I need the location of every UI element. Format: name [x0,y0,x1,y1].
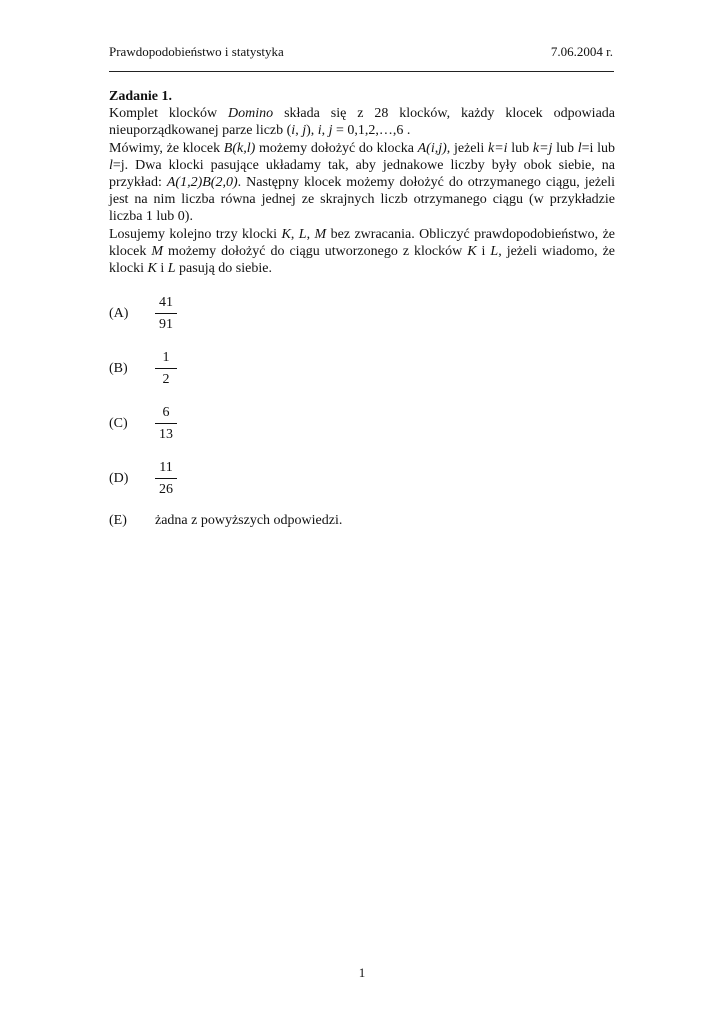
header-subject: Prawdopodobieństwo i statystyka [109,44,284,59]
answer-letter: (E) [109,513,127,528]
fraction-numerator: 6 [162,405,170,420]
answer-fraction [155,460,177,498]
fraction-denominator: 26 [159,482,173,497]
fraction-bar [155,478,177,479]
task-title: Zadanie 1. [109,89,173,104]
task-paragraph-1: Komplet klocków Domino składa się z 28 klocków, każdy klocek odpowiada nieuporządkowanej parze liczb (i, j), i, j = 0,1,2,…,6 . [109,106,615,139]
fraction-bar [155,313,177,314]
page-number: 1 [358,965,366,980]
answer-fraction [155,350,177,388]
fraction-denominator: 91 [159,317,173,332]
answer-option-a [109,295,615,335]
answer-letter: (B) [109,361,128,376]
answer-letter: (C) [109,416,128,431]
answer-option-c [109,405,615,445]
task-paragraph-2: Mówimy, że klocek B(k,l) możemy dołożyć do klocka A(i,j), jeżeli k=i lub k=j lub l=i lub l=j. Dwa klocki pasujące układamy tak, aby jednakowe liczby były obok siebie, na przykład: A(1,2)B(2,0). Następny klocek możemy dołożyć do otrzymanego ciągu, jeżeli jest na nim liczba równa jednej ze skrajnych liczb otrzymanego ciągu (w przykładzie liczba 1 lub 0). [109,140,615,225]
task-block [109,88,615,277]
answer-letter: (D) [109,471,129,486]
header-date: 7.06.2004 r. [550,44,613,59]
task-paragraph-3: Losujemy kolejno trzy klocki K, L, M bez zwracania. Obliczyć prawdopodobieństwo, że klocek M możemy dołożyć do ciągu utworzonego z klocków K i L, jeżeli wiadomo, że klocki K i L pasują do siebie. [109,226,616,277]
answer-fraction [155,405,177,443]
fraction-bar [155,368,177,369]
answer-fraction [155,295,177,333]
header-divider [109,71,614,72]
answer-option-e [109,513,615,553]
fraction-numerator: 41 [159,295,173,310]
fraction-numerator: 11 [159,460,173,475]
fraction-numerator: 1 [162,350,170,365]
fraction-denominator: 13 [159,427,173,442]
fraction-bar [155,423,177,424]
fraction-denominator: 2 [162,372,170,387]
answer-text: żadna z powyższych odpowiedzi. [155,513,343,528]
answer-option-d [109,460,615,500]
answer-letter: (A) [109,306,129,321]
answer-option-b [109,350,615,390]
